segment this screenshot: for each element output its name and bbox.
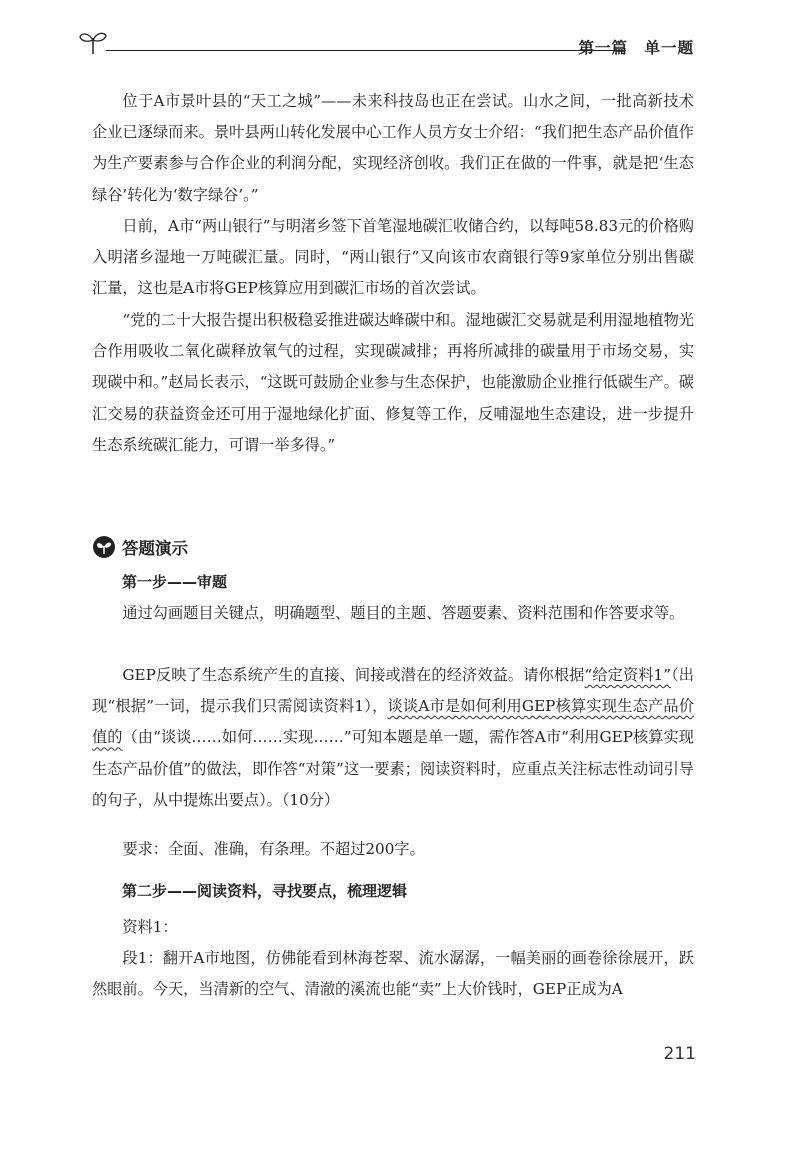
header-rule — [106, 50, 626, 51]
step1-heading: 第一步——审题 — [122, 573, 228, 591]
paragraph-3: “党的二十大报告提出积极稳妥推进碳达峰碳中和。湿地碳汇交易就是利用湿地植物光合作用吸收二氧化碳释放氧气的过程，实现碳减排；再将所减排的碳量用于市场交易，实现碳中和。”赵局长表示，“这既可鼓励企业参与生态保护，也能激励企业推行低碳生产。碳汇交易的获益资金还可用于湿地绿化扩面、修复等工作，反哺湿地生态建设，进一步提升生态系统碳汇能力，可谓一举多得。” — [92, 311, 694, 454]
step1-intro: 通过勾画题目关键点，明确题型、题目的主题、答题要素、资料范围和作答要求等。 — [122, 604, 685, 622]
question-note-2: （由“谈谈……如何……实现……”可知本题是单一题，需作答A市“利用GEP核算实现生态产品价值”的做法，即作答“对策”这一要素；阅读资料时，应重点关注标志性动词引导的句子，从中提炼出要点）。（10分） — [92, 728, 694, 809]
question-note-1: （出现“根据”一词，提示我们只需阅读资料1）， — [92, 666, 694, 716]
page-number: 211 — [663, 1044, 696, 1064]
step2-heading: 第二步——阅读资料，寻找要点，梳理逻辑 — [122, 882, 408, 900]
paragraph-1: 位于A市景叶县的“天工之城”——未来科技岛也正在尝试。山水之间，一批高新技术企业已逐绿而来。景叶县两山转化发展中心工作人员方女士介绍：“我们把生态产品价值作为生产要素参与合作企业的利润分配，实现经济创收。我们正在做的一件事，就是把‘生态绿谷’转化为‘数字绿谷’。” — [92, 92, 694, 204]
requirement-line: 要求：全面、准确，有条理。不超过200字。 — [122, 840, 425, 858]
section-heading — [92, 534, 188, 560]
running-header — [78, 28, 700, 58]
question-keyword-material: “给定资料1” — [584, 666, 671, 684]
question-text-2: 请你根据 — [523, 666, 585, 684]
question-text-1: GEP反映了生态系统产生的直接、间接或潜在的经济效益。 — [122, 666, 524, 684]
material-paragraph-1: 段1：翻开A市地图，仿佛能看到林海苍翠、流水潺潺，一幅美丽的画卷徐徐展开，跃然眼前。今天，当清新的空气、清澈的溪流也能“卖”上大价钱时，GEP正成为A — [92, 949, 694, 999]
header-title: 第一篇 单一题 — [578, 39, 694, 57]
material-label: 资料1： — [122, 918, 178, 936]
paragraph-2: 日前，A市“两山银行”与明渚乡签下首笔湿地碳汇收储合约，以每吨58.83元的价格购入明渚乡湿地一万吨碳汇量。同时，“两山银行”又向该市农商银行等9家单位分别出售碳汇量，这也是A市将GEP核算应用到碳汇市场的首次尝试。 — [92, 217, 694, 298]
question-keyword-task: 谈谈A市是如何利用GEP核算实现生态产品价值的 — [92, 697, 695, 747]
question-paragraph — [92, 660, 694, 816]
section-title: 答题演示 — [122, 539, 188, 558]
leaf-badge-icon — [92, 535, 116, 559]
sprout-icon — [78, 28, 108, 56]
